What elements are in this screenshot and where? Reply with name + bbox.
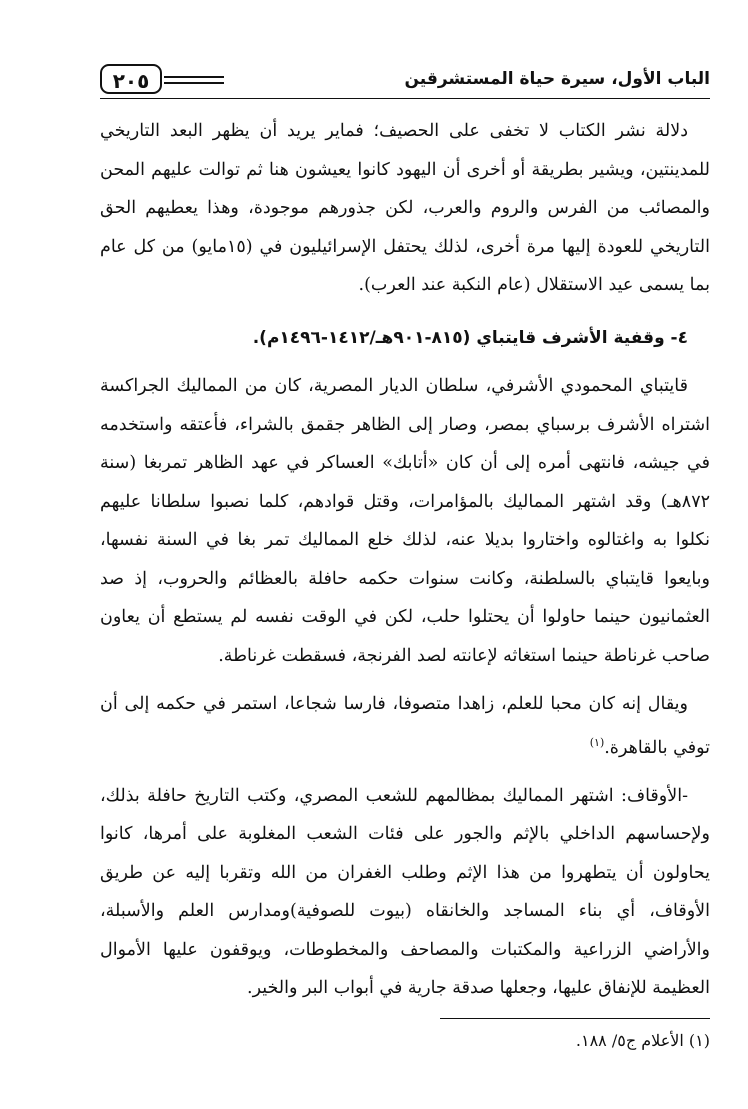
paragraph bbox=[100, 685, 710, 767]
paragraph: قايتباي المحمودي الأشرفي، سلطان الديار المصرية، كان من المماليك الجراكسة اشتراه الأشرف برسباي بمصر، وصار إلى الظاهر جقمق بالشراء، فأعتقه واستخدمه في جيشه، فانتهى أمره إلى أن كان «أتابك» العساكر في عهد الظاهر تمربغا (سنة ٨٧٢هـ) وقد اشتهر المماليك بالمؤامرات، وقتل قوادهم، كلما نصبوا سلطانا عليهم نكلوا به واغتالوه واختاروا بديلا عنه، لذلك خلع المماليك تمر بغا في السنة نفسها، وبايعوا قايتباي بالسلطنة، وكانت سنوات حكمه حافلة بالعظائم والحروب، إذ صد العثمانيون حينما حاولوا أن يحتلوا حلب، لكن في الوقت نفسه لم يستطع أن يعاون صاحب غرناطة حينما استغاثه لإعانته لصد الفرنجة، فسقطت غرناطة. bbox=[100, 376, 710, 666]
running-title: الباب الأول، سيرة حياة المستشرقين bbox=[404, 69, 710, 89]
main-text bbox=[100, 112, 710, 1008]
paragraph: دلالة نشر الكتاب لا تخفى على الحصيف؛ فماير يريد أن يظهر البعد التاريخي للمدينتين، ويشير بطريقة أو أخرى أن اليهود كانوا يعيشون هنا ثم توالت عليهم المحن والمصائب من الفرس والروم والعرب، لكن جذورهم موجودة، وهذا يعطيهم الحق التاريخي للعودة إليها مرة أخرى، لذلك يحتفل الإسرائيليون في (١٥مايو) من كل عام بما يسمى عيد الاستقلال (عام النكبة عند العرب). bbox=[100, 121, 710, 295]
footnote-divider bbox=[440, 1018, 710, 1019]
page-header bbox=[100, 58, 710, 102]
header-ornament-rule bbox=[164, 76, 224, 84]
section-heading: ٤- وقفية الأشرف قايتباي (٨١٥-٩٠١هـ/١٤١٢-١٤٩٦م). bbox=[252, 327, 688, 348]
footnote: (١) الأعلام ج٥/ ١٨٨. bbox=[575, 1031, 710, 1050]
paragraph: -الأوقاف: اشتهر المماليك بمظالمهم للشعب المصري، وكتب التاريخ حافلة بذلك، ولإحساسهم الداخلي بالإثم والجور على فئات الشعب المغلوبة على أمرها، كانوا يحاولون أن يتطهروا من هذا الإثم وطلب الغفران من الله وتقربا إليه عن طريق الأوقاف، أي بناء المساجد والخانقاه (بيوت للصوفية)ومدارس العلم والأسبلة، والأراضي الزراعية والمكتبات والمصاحف والمخطوطات، ويوقفون عليها الأموال العظيمة للإنفاق عليها، وجعلها صدقة جارية في أبواب البر والخير. bbox=[100, 785, 710, 999]
paragraph-text: ويقال إنه كان محبا للعلم، زاهدا متصوفا، فارسا شجاعا، استمر في حكمه إلى أن توفي بالقاهرة. bbox=[100, 694, 710, 758]
footnote-reference: (١) bbox=[589, 735, 605, 749]
header-divider bbox=[100, 98, 710, 99]
page-number: ٢٠٥ bbox=[100, 64, 162, 94]
